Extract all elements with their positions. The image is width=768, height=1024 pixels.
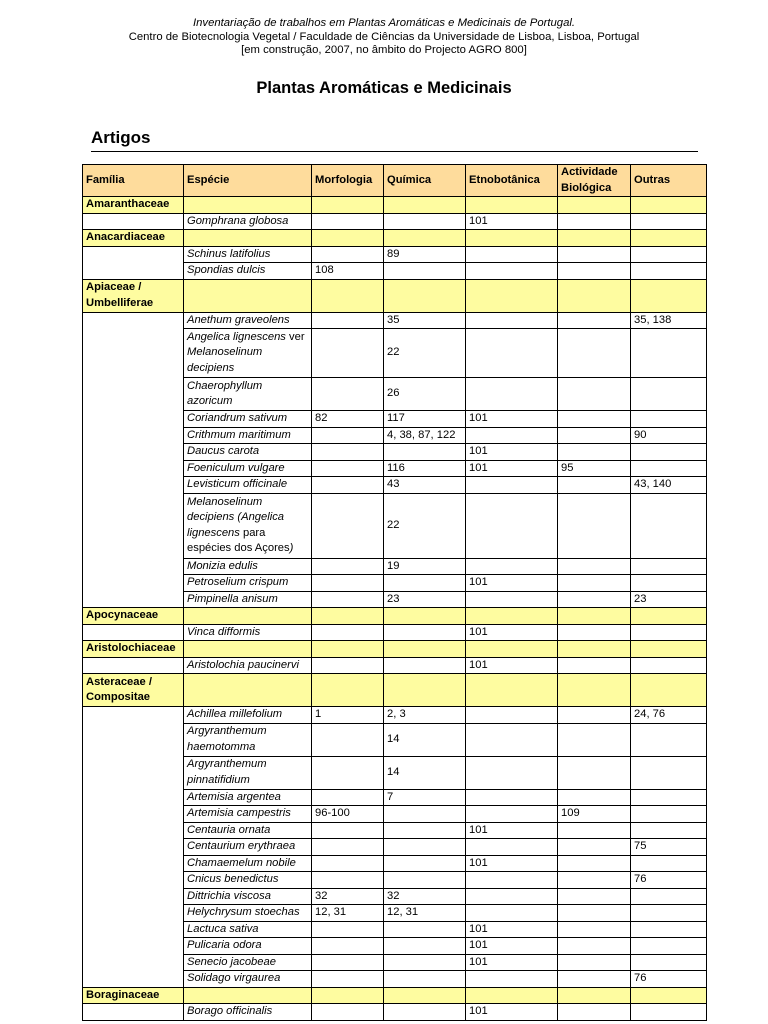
outras-cell bbox=[631, 263, 707, 280]
outras-cell: 23 bbox=[631, 591, 707, 608]
morfologia-cell: 1 bbox=[312, 707, 384, 724]
actividade-cell bbox=[558, 855, 631, 872]
actividade-cell bbox=[558, 411, 631, 428]
family-empty-cell bbox=[184, 230, 312, 247]
quimica-cell: 19 bbox=[384, 558, 466, 575]
family-row bbox=[83, 608, 707, 625]
table-row bbox=[83, 707, 707, 724]
species-cell: Pulicaria odora bbox=[184, 938, 312, 955]
species-cell: Dittrichia viscosa bbox=[184, 888, 312, 905]
family-empty-cell bbox=[631, 641, 707, 658]
etnobotanica-cell: 101 bbox=[466, 822, 558, 839]
species-cell: Aristolochia paucinervi bbox=[184, 657, 312, 674]
actividade-cell bbox=[558, 1004, 631, 1021]
quimica-cell bbox=[384, 971, 466, 988]
species-cell: Senecio jacobeae bbox=[184, 954, 312, 971]
morfologia-cell bbox=[312, 839, 384, 856]
actividade-cell bbox=[558, 493, 631, 558]
family-spacer-cell bbox=[83, 707, 184, 988]
family-empty-cell bbox=[384, 230, 466, 247]
quimica-cell bbox=[384, 839, 466, 856]
family-spacer-cell bbox=[83, 312, 184, 608]
family-name: Boraginaceae bbox=[83, 987, 184, 1004]
table-row bbox=[83, 624, 707, 641]
family-name: Amaranthaceae bbox=[83, 197, 184, 214]
outras-cell bbox=[631, 905, 707, 922]
species-cell: Artemisia argentea bbox=[184, 789, 312, 806]
quimica-cell: 22 bbox=[384, 329, 466, 378]
family-row bbox=[83, 197, 707, 214]
species-text-part: ) bbox=[289, 542, 294, 554]
family-empty-cell bbox=[558, 279, 631, 312]
family-empty-cell bbox=[184, 197, 312, 214]
etnobotanica-cell bbox=[466, 477, 558, 494]
family-empty-cell bbox=[384, 197, 466, 214]
species-cell: Argyranthemum haemotomma bbox=[184, 723, 312, 756]
actividade-cell bbox=[558, 723, 631, 756]
family-empty-cell bbox=[384, 987, 466, 1004]
etnobotanica-cell bbox=[466, 723, 558, 756]
species-cell: Cnicus benedictus bbox=[184, 872, 312, 889]
outras-cell bbox=[631, 558, 707, 575]
family-row bbox=[83, 279, 707, 312]
outras-cell bbox=[631, 575, 707, 592]
species-cell: Chamaemelum nobile bbox=[184, 855, 312, 872]
section-divider bbox=[91, 151, 698, 152]
species-cell: Crithmum maritimum bbox=[184, 427, 312, 444]
actividade-cell bbox=[558, 329, 631, 378]
family-empty-cell bbox=[631, 608, 707, 625]
species-cell: Gomphrana globosa bbox=[184, 213, 312, 230]
outras-cell bbox=[631, 411, 707, 428]
actividade-cell: 95 bbox=[558, 460, 631, 477]
family-empty-cell bbox=[184, 987, 312, 1004]
family-empty-cell bbox=[184, 279, 312, 312]
species-text-part: ver bbox=[285, 330, 305, 343]
family-empty-cell bbox=[312, 641, 384, 658]
species-cell: Anethum graveolens bbox=[184, 312, 312, 329]
morfologia-cell bbox=[312, 312, 384, 329]
actividade-cell bbox=[558, 888, 631, 905]
morfologia-cell bbox=[312, 657, 384, 674]
family-empty-cell bbox=[384, 674, 466, 707]
outras-cell: 76 bbox=[631, 872, 707, 889]
actividade-cell bbox=[558, 477, 631, 494]
quimica-cell: 35 bbox=[384, 312, 466, 329]
species-text-part: Melanoselinum decipiens (Angelica lignescens bbox=[187, 495, 285, 539]
actividade-cell bbox=[558, 444, 631, 461]
etnobotanica-cell bbox=[466, 591, 558, 608]
outras-cell: 75 bbox=[631, 839, 707, 856]
family-empty-cell bbox=[631, 197, 707, 214]
species-cell: Argyranthemum pinnatifidium bbox=[184, 756, 312, 789]
etnobotanica-cell bbox=[466, 756, 558, 789]
outras-cell bbox=[631, 213, 707, 230]
species-cell: Vinca difformis bbox=[184, 624, 312, 641]
morfologia-cell bbox=[312, 872, 384, 889]
quimica-cell: 14 bbox=[384, 723, 466, 756]
quimica-cell: 12, 31 bbox=[384, 905, 466, 922]
actividade-cell bbox=[558, 263, 631, 280]
actividade-cell bbox=[558, 756, 631, 789]
morfologia-cell: 12, 31 bbox=[312, 905, 384, 922]
family-spacer-cell bbox=[83, 246, 184, 279]
table-row bbox=[83, 213, 707, 230]
morfologia-cell bbox=[312, 954, 384, 971]
family-empty-cell bbox=[631, 674, 707, 707]
morfologia-cell bbox=[312, 213, 384, 230]
morfologia-cell bbox=[312, 1004, 384, 1021]
outras-cell bbox=[631, 624, 707, 641]
morfologia-cell: 82 bbox=[312, 411, 384, 428]
outras-cell bbox=[631, 329, 707, 378]
page-title: Plantas Aromáticas e Medicinais bbox=[256, 79, 512, 97]
column-header: Família bbox=[83, 165, 184, 197]
morfologia-cell bbox=[312, 756, 384, 789]
species-text-part: Melanoselinum decipiens bbox=[187, 346, 263, 374]
family-empty-cell bbox=[466, 641, 558, 658]
morfologia-cell bbox=[312, 624, 384, 641]
outras-cell bbox=[631, 888, 707, 905]
family-empty-cell bbox=[631, 987, 707, 1004]
quimica-cell bbox=[384, 938, 466, 955]
quimica-cell: 14 bbox=[384, 756, 466, 789]
etnobotanica-cell: 101 bbox=[466, 1004, 558, 1021]
quimica-cell: 23 bbox=[384, 591, 466, 608]
table-row bbox=[83, 1004, 707, 1021]
morfologia-cell bbox=[312, 444, 384, 461]
quimica-cell: 32 bbox=[384, 888, 466, 905]
quimica-cell bbox=[384, 263, 466, 280]
outras-cell bbox=[631, 822, 707, 839]
quimica-cell: 117 bbox=[384, 411, 466, 428]
outras-cell: 43, 140 bbox=[631, 477, 707, 494]
species-cell: Lactuca sativa bbox=[184, 921, 312, 938]
morfologia-cell bbox=[312, 723, 384, 756]
species-cell: Solidago virgaurea bbox=[184, 971, 312, 988]
etnobotanica-cell bbox=[466, 872, 558, 889]
species-cell: Petroselium crispum bbox=[184, 575, 312, 592]
species-cell: Helychrysum stoechas bbox=[184, 905, 312, 922]
outras-cell bbox=[631, 1004, 707, 1021]
family-empty-cell bbox=[384, 641, 466, 658]
morfologia-cell bbox=[312, 822, 384, 839]
family-name: Apocynaceae bbox=[83, 608, 184, 625]
header-institution-line: Centro de Biotecnologia Vegetal / Faculdade de Ciências da Universidade de Lisboa, Lisboa, Portugal bbox=[128, 31, 640, 43]
actividade-cell bbox=[558, 246, 631, 263]
species-cell: Monizia edulis bbox=[184, 558, 312, 575]
etnobotanica-cell bbox=[466, 263, 558, 280]
outras-cell bbox=[631, 806, 707, 823]
quimica-cell bbox=[384, 872, 466, 889]
etnobotanica-cell: 101 bbox=[466, 444, 558, 461]
column-header: Química bbox=[384, 165, 466, 197]
quimica-cell bbox=[384, 921, 466, 938]
outras-cell bbox=[631, 460, 707, 477]
family-spacer-cell bbox=[83, 1004, 184, 1021]
family-name: Asteraceae / Compositae bbox=[83, 674, 184, 707]
quimica-cell bbox=[384, 213, 466, 230]
etnobotanica-cell bbox=[466, 246, 558, 263]
outras-cell bbox=[631, 378, 707, 411]
species-cell: Centaurium erythraea bbox=[184, 839, 312, 856]
table-row bbox=[83, 657, 707, 674]
species-cell: Coriandrum sativum bbox=[184, 411, 312, 428]
family-name: Anacardiaceae bbox=[83, 230, 184, 247]
header-project-line: Inventariação de trabalhos em Plantas Aromáticas e Medicinais de Portugal. bbox=[193, 17, 575, 29]
actividade-cell bbox=[558, 575, 631, 592]
outras-cell bbox=[631, 493, 707, 558]
quimica-cell bbox=[384, 657, 466, 674]
etnobotanica-cell: 101 bbox=[466, 954, 558, 971]
morfologia-cell bbox=[312, 789, 384, 806]
family-name: Aristolochiaceae bbox=[83, 641, 184, 658]
outras-cell bbox=[631, 938, 707, 955]
family-row bbox=[83, 674, 707, 707]
column-header: Morfologia bbox=[312, 165, 384, 197]
table-header-row bbox=[83, 165, 707, 197]
etnobotanica-cell bbox=[466, 493, 558, 558]
morfologia-cell bbox=[312, 378, 384, 411]
articles-table bbox=[82, 164, 707, 1021]
outras-cell bbox=[631, 246, 707, 263]
family-empty-cell bbox=[558, 641, 631, 658]
quimica-cell: 4, 38, 87, 122 bbox=[384, 427, 466, 444]
table-row bbox=[83, 246, 707, 263]
quimica-cell: 22 bbox=[384, 493, 466, 558]
family-empty-cell bbox=[312, 608, 384, 625]
column-header: Etnobotânica bbox=[466, 165, 558, 197]
family-empty-cell bbox=[384, 608, 466, 625]
actividade-cell bbox=[558, 312, 631, 329]
header-status-line: [em construção, 2007, no âmbito do Projecto AGRO 800] bbox=[241, 44, 527, 56]
species-cell bbox=[184, 493, 312, 558]
species-cell: Foeniculum vulgare bbox=[184, 460, 312, 477]
etnobotanica-cell: 101 bbox=[466, 411, 558, 428]
morfologia-cell: 32 bbox=[312, 888, 384, 905]
etnobotanica-cell bbox=[466, 707, 558, 724]
outras-cell: 24, 76 bbox=[631, 707, 707, 724]
family-empty-cell bbox=[631, 279, 707, 312]
morfologia-cell bbox=[312, 855, 384, 872]
quimica-cell bbox=[384, 806, 466, 823]
quimica-cell: 43 bbox=[384, 477, 466, 494]
outras-cell bbox=[631, 855, 707, 872]
etnobotanica-cell: 101 bbox=[466, 575, 558, 592]
family-empty-cell bbox=[466, 608, 558, 625]
family-empty-cell bbox=[312, 230, 384, 247]
outras-cell: 90 bbox=[631, 427, 707, 444]
morfologia-cell bbox=[312, 921, 384, 938]
family-empty-cell bbox=[312, 987, 384, 1004]
outras-cell: 35, 138 bbox=[631, 312, 707, 329]
quimica-cell bbox=[384, 624, 466, 641]
family-empty-cell bbox=[384, 279, 466, 312]
table-body bbox=[83, 197, 707, 1021]
species-cell: Pimpinella anisum bbox=[184, 591, 312, 608]
actividade-cell bbox=[558, 657, 631, 674]
actividade-cell bbox=[558, 954, 631, 971]
outras-cell: 76 bbox=[631, 971, 707, 988]
etnobotanica-cell bbox=[466, 312, 558, 329]
etnobotanica-cell bbox=[466, 558, 558, 575]
etnobotanica-cell: 101 bbox=[466, 657, 558, 674]
column-header: Actividade Biológica bbox=[558, 165, 631, 197]
actividade-cell bbox=[558, 427, 631, 444]
quimica-cell bbox=[384, 575, 466, 592]
etnobotanica-cell: 101 bbox=[466, 213, 558, 230]
actividade-cell bbox=[558, 213, 631, 230]
family-spacer-cell bbox=[83, 657, 184, 674]
species-text-part: para espécies dos Açores bbox=[187, 526, 290, 554]
quimica-cell: 89 bbox=[384, 246, 466, 263]
outras-cell bbox=[631, 444, 707, 461]
outras-cell bbox=[631, 723, 707, 756]
actividade-cell bbox=[558, 971, 631, 988]
etnobotanica-cell: 101 bbox=[466, 938, 558, 955]
morfologia-cell: 108 bbox=[312, 263, 384, 280]
species-cell: Centauria ornata bbox=[184, 822, 312, 839]
family-empty-cell bbox=[184, 608, 312, 625]
family-row bbox=[83, 230, 707, 247]
actividade-cell bbox=[558, 591, 631, 608]
etnobotanica-cell bbox=[466, 971, 558, 988]
family-empty-cell bbox=[312, 674, 384, 707]
family-name: Apiaceae / Umbelliferae bbox=[83, 279, 184, 312]
family-empty-cell bbox=[466, 230, 558, 247]
morfologia-cell bbox=[312, 460, 384, 477]
actividade-cell bbox=[558, 378, 631, 411]
table-row bbox=[83, 312, 707, 329]
actividade-cell bbox=[558, 938, 631, 955]
etnobotanica-cell bbox=[466, 427, 558, 444]
morfologia-cell bbox=[312, 329, 384, 378]
family-empty-cell bbox=[558, 674, 631, 707]
morfologia-cell: 96-100 bbox=[312, 806, 384, 823]
etnobotanica-cell bbox=[466, 789, 558, 806]
column-header: Espécie bbox=[184, 165, 312, 197]
family-row bbox=[83, 987, 707, 1004]
family-empty-cell bbox=[558, 197, 631, 214]
etnobotanica-cell bbox=[466, 378, 558, 411]
family-empty-cell bbox=[466, 197, 558, 214]
species-cell: Spondias dulcis bbox=[184, 263, 312, 280]
quimica-cell: 26 bbox=[384, 378, 466, 411]
actividade-cell bbox=[558, 789, 631, 806]
outras-cell bbox=[631, 657, 707, 674]
outras-cell bbox=[631, 954, 707, 971]
family-empty-cell bbox=[184, 674, 312, 707]
quimica-cell: 116 bbox=[384, 460, 466, 477]
quimica-cell: 7 bbox=[384, 789, 466, 806]
species-cell: Borago officinalis bbox=[184, 1004, 312, 1021]
species-cell: Schinus latifolius bbox=[184, 246, 312, 263]
morfologia-cell bbox=[312, 558, 384, 575]
family-spacer-cell bbox=[83, 624, 184, 641]
actividade-cell bbox=[558, 839, 631, 856]
actividade-cell bbox=[558, 872, 631, 889]
morfologia-cell bbox=[312, 575, 384, 592]
quimica-cell bbox=[384, 855, 466, 872]
family-empty-cell bbox=[312, 279, 384, 312]
actividade-cell bbox=[558, 921, 631, 938]
column-header: Outras bbox=[631, 165, 707, 197]
actividade-cell bbox=[558, 822, 631, 839]
etnobotanica-cell bbox=[466, 839, 558, 856]
etnobotanica-cell bbox=[466, 905, 558, 922]
family-empty-cell bbox=[466, 279, 558, 312]
actividade-cell bbox=[558, 905, 631, 922]
outras-cell bbox=[631, 756, 707, 789]
etnobotanica-cell: 101 bbox=[466, 855, 558, 872]
quimica-cell bbox=[384, 444, 466, 461]
section-title: Artigos bbox=[91, 128, 151, 147]
family-empty-cell bbox=[558, 987, 631, 1004]
morfologia-cell bbox=[312, 246, 384, 263]
family-empty-cell bbox=[466, 674, 558, 707]
morfologia-cell bbox=[312, 493, 384, 558]
family-empty-cell bbox=[312, 197, 384, 214]
species-text-part: Angelica lignescens bbox=[187, 330, 286, 343]
quimica-cell: 2, 3 bbox=[384, 707, 466, 724]
quimica-cell bbox=[384, 822, 466, 839]
morfologia-cell bbox=[312, 427, 384, 444]
species-cell: Chaerophyllum azoricum bbox=[184, 378, 312, 411]
quimica-cell bbox=[384, 954, 466, 971]
family-row bbox=[83, 641, 707, 658]
family-empty-cell bbox=[558, 230, 631, 247]
etnobotanica-cell: 101 bbox=[466, 921, 558, 938]
outras-cell bbox=[631, 789, 707, 806]
outras-cell bbox=[631, 921, 707, 938]
morfologia-cell bbox=[312, 477, 384, 494]
morfologia-cell bbox=[312, 591, 384, 608]
family-empty-cell bbox=[466, 987, 558, 1004]
species-cell bbox=[184, 329, 312, 378]
actividade-cell bbox=[558, 624, 631, 641]
family-empty-cell bbox=[558, 608, 631, 625]
family-spacer-cell bbox=[83, 213, 184, 230]
species-cell: Artemisia campestris bbox=[184, 806, 312, 823]
morfologia-cell bbox=[312, 938, 384, 955]
etnobotanica-cell: 101 bbox=[466, 624, 558, 641]
quimica-cell bbox=[384, 1004, 466, 1021]
etnobotanica-cell bbox=[466, 329, 558, 378]
species-cell: Achillea millefolium bbox=[184, 707, 312, 724]
actividade-cell: 109 bbox=[558, 806, 631, 823]
species-cell: Daucus carota bbox=[184, 444, 312, 461]
etnobotanica-cell bbox=[466, 806, 558, 823]
etnobotanica-cell: 101 bbox=[466, 460, 558, 477]
actividade-cell bbox=[558, 707, 631, 724]
actividade-cell bbox=[558, 558, 631, 575]
family-empty-cell bbox=[631, 230, 707, 247]
family-empty-cell bbox=[184, 641, 312, 658]
morfologia-cell bbox=[312, 971, 384, 988]
species-cell: Levisticum officinale bbox=[184, 477, 312, 494]
etnobotanica-cell bbox=[466, 888, 558, 905]
